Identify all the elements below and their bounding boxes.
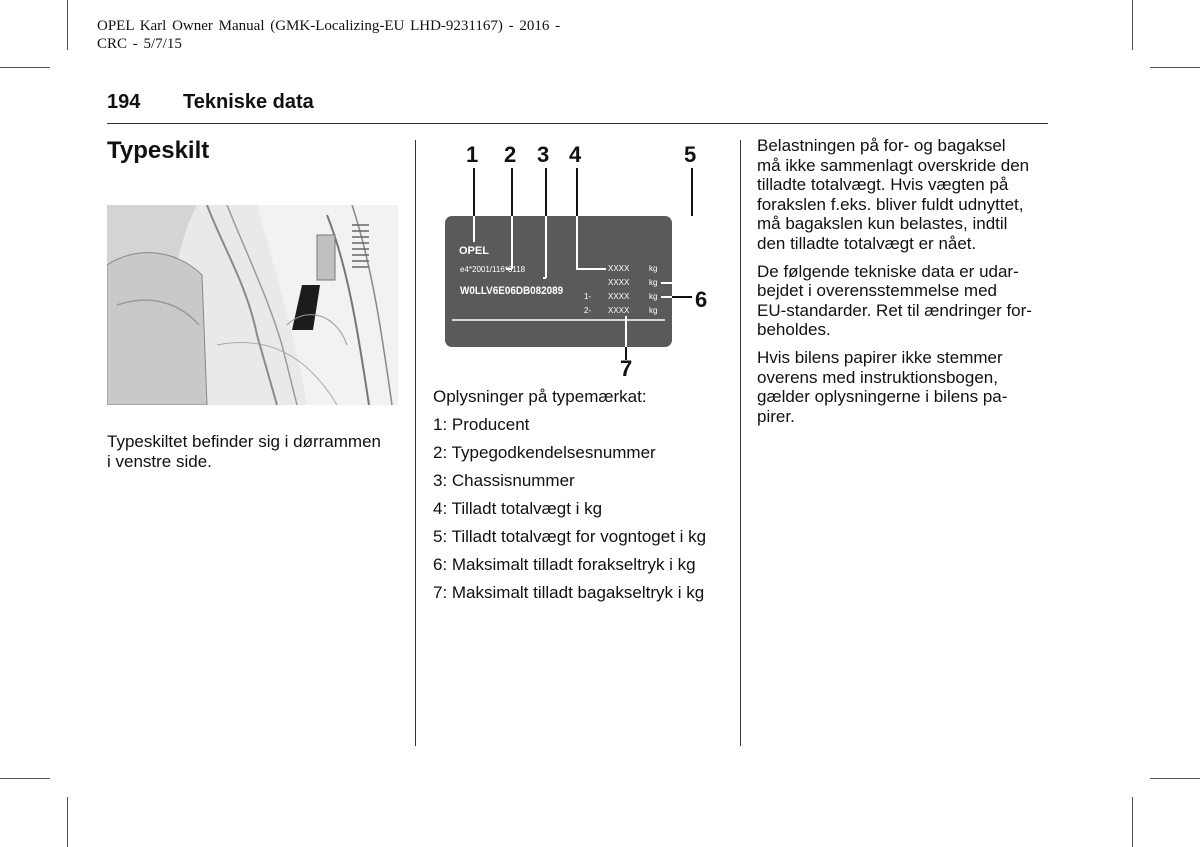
list-item: 3: Chassisnummer [433,471,575,490]
plate-row-prefix: 2- [584,306,592,315]
callout-4: 4 [569,142,582,167]
plate-brand: OPEL [459,245,489,257]
plate-row-value: XXXX [608,306,630,315]
text-line: må bagakslen kun belastes, indtil [757,214,1008,234]
column-divider [415,140,416,746]
column-divider [740,140,741,746]
plate-legend-list [433,387,733,611]
text-line: EU-standarder. Ret til ændringer for- [757,300,1032,320]
meta-line: CRC - 5/7/15 [97,36,182,52]
page-number: 194 [107,91,141,113]
list-intro: Oplysninger på typemærkat: [433,387,647,406]
plate-row-unit: kg [649,278,658,287]
plate-background [445,216,672,347]
section-title: Tekniske data [183,91,314,113]
text-line: i venstre side. [107,452,212,471]
callout-1: 1 [466,142,479,167]
crop-mark [0,778,50,779]
plate-approval: e4*2001/116*0118 [460,265,526,274]
document-meta [97,17,617,53]
callout-3: 3 [537,142,550,167]
text-line: Typeskiltet befinder sig i dørrammen [107,432,381,451]
callout-7: 7 [620,356,633,381]
text-line: pirer. [757,406,795,426]
text-line: De følgende tekniske data er udar- [757,261,1019,281]
text-line: tilladte totalvægt. Hvis vægten på [757,175,1009,195]
crop-mark [1150,778,1200,779]
text-line: Hvis bilens papirer ikke stemmer [757,347,1003,367]
text-line: forakslen f.eks. bliver fuldt udnyttet, [757,194,1024,214]
plate-row-value: XXXX [608,292,630,301]
text-line: den tilladte totalvægt er nået. [757,233,977,253]
plate-row-value: XXXX [608,278,630,287]
crop-mark [67,797,68,847]
callout-5: 5 [684,142,697,167]
paragraph-papers [757,348,1049,426]
plate-row-unit: kg [649,292,658,301]
text-line: må ikke sammenlagt overskride den [757,155,1030,175]
paragraph-eu-standards [757,262,1049,340]
paragraph-axle-load [757,136,1049,254]
list-item: 1: Producent [433,415,530,434]
callout-2: 2 [504,142,517,167]
plate-row-prefix: 1- [584,292,592,301]
text-line: beholdes. [757,320,831,340]
crop-mark [1132,0,1133,50]
section-heading: Typeskilt [107,137,210,164]
meta-line: OPEL Karl Owner Manual (GMK-Localizing-EU LHD-9231167) - 2016 - [97,18,561,34]
plate-row-unit: kg [649,306,658,315]
plate-vin: W0LLV6E06DB082089 [460,285,564,298]
list-item: 7: Maksimalt tilladt bagakseltryk i kg [433,583,705,602]
type-plate-diagram [430,138,730,383]
location-paragraph [107,432,407,472]
text-line: overens med instruktionsbogen, [757,367,998,387]
door-frame-photo [107,205,398,405]
plate-row-unit: kg [649,264,658,273]
crop-mark [1150,67,1200,68]
list-item: 4: Tilladt totalvægt i kg [433,499,603,518]
text-line: gælder oplysningerne i bilens pa- [757,387,1008,407]
list-item: 6: Maksimalt tilladt forakseltryk i kg [433,555,696,574]
header-rule [107,123,1048,124]
list-item: 2: Typegodkendelsesnummer [433,443,656,462]
crop-mark [0,67,50,68]
plate-row-value: XXXX [608,264,630,273]
text-line: Belastningen på for- og bagaksel [757,136,1006,155]
text-line: bejdet i overensstemmelse med [757,281,998,301]
crop-mark [1132,797,1133,847]
crop-mark [67,0,68,50]
callout-6: 6 [695,287,708,312]
list-item: 5: Tilladt totalvægt for vogntoget i kg [433,527,707,546]
right-column [757,136,1049,434]
